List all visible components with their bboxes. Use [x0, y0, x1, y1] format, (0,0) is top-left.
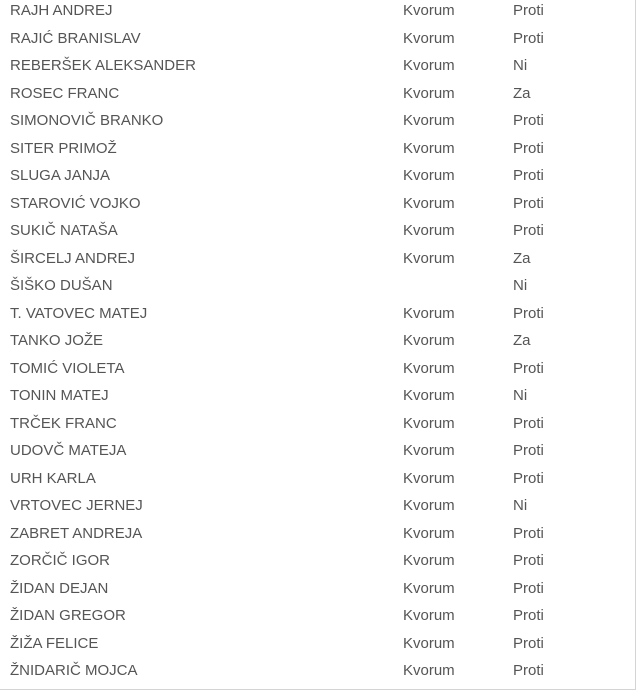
member-name: UDOVČ MATEJA [10, 442, 127, 459]
vote-value: Ni [513, 387, 528, 404]
vote-value: Proti [513, 414, 544, 432]
vote-value: Proti [513, 222, 544, 239]
table-row [0, 355, 636, 383]
vote-value: Ni [513, 57, 528, 74]
table-row [0, 107, 636, 135]
member-name: T. VATOVEC MATEJ [10, 304, 148, 322]
table-row [0, 25, 636, 53]
vote-value: Za [513, 84, 531, 102]
presence-status: Kvorum [403, 497, 455, 514]
vote-value: Proti [513, 442, 544, 459]
table-row [0, 327, 636, 355]
vote-value: Ni [513, 497, 528, 514]
table-row [0, 437, 636, 465]
table-row [0, 190, 636, 218]
presence-status: Kvorum [403, 139, 455, 157]
presence-status: Kvorum [403, 249, 455, 267]
member-name: ŽNIDARIČ MOJCA [10, 662, 138, 679]
vote-value: Za [513, 332, 531, 349]
vote-value: Proti [513, 469, 544, 487]
presence-status: Kvorum [403, 222, 455, 239]
table-row [0, 217, 636, 245]
table-row [0, 547, 636, 575]
member-name: TANKO JOŽE [10, 332, 104, 349]
member-name: SIMONOVIČ BRANKO [10, 112, 164, 129]
table-row [0, 272, 636, 300]
presence-status: Kvorum [403, 414, 455, 432]
presence-status: Kvorum [403, 634, 455, 652]
table-row [0, 410, 636, 438]
presence-status: Kvorum [403, 442, 455, 459]
table-row [0, 575, 636, 603]
presence-status: Kvorum [403, 194, 455, 212]
table-row [0, 382, 636, 410]
member-name: TONIN MATEJ [10, 387, 109, 404]
table-row [0, 245, 636, 273]
table-row [0, 602, 636, 630]
member-name: TRČEK FRANC [10, 414, 117, 432]
presence-status: Kvorum [403, 57, 455, 74]
presence-status: Kvorum [403, 332, 455, 349]
member-name: RAJH ANDREJ [10, 2, 113, 19]
member-name: SITER PRIMOŽ [10, 139, 117, 157]
presence-status: Kvorum [403, 29, 455, 47]
member-name: ZORČIČ IGOR [10, 552, 110, 569]
vote-value: Proti [513, 167, 544, 184]
presence-status: Kvorum [403, 112, 455, 129]
presence-status: Kvorum [403, 662, 455, 679]
table-row [0, 162, 636, 190]
member-name: ŠIRCELJ ANDREJ [10, 249, 136, 267]
member-name: ŠIŠKO DUŠAN [10, 277, 113, 294]
presence-status: Kvorum [403, 469, 455, 487]
vote-value: Proti [513, 607, 544, 624]
table-row [0, 52, 636, 80]
vote-value: Proti [513, 552, 544, 569]
table-row [0, 492, 636, 520]
presence-status: Kvorum [403, 84, 455, 102]
presence-status: Kvorum [403, 304, 455, 322]
presence-status: Kvorum [403, 387, 455, 404]
vote-value: Proti [513, 304, 544, 322]
member-name: ŽIDAN DEJAN [10, 579, 109, 597]
presence-status: Kvorum [403, 2, 455, 19]
member-name: ŽIŽA FELICE [10, 634, 99, 652]
presence-status: Kvorum [403, 579, 455, 597]
presence-status: Kvorum [403, 607, 455, 624]
presence-status: Kvorum [403, 524, 455, 542]
member-name: ZABRET ANDREJA [10, 524, 143, 542]
member-name: URH KARLA [10, 469, 96, 487]
vote-value: Proti [513, 112, 544, 129]
presence-status: Kvorum [403, 167, 455, 184]
member-name: REBERŠEK ALEKSANDER [10, 57, 196, 74]
vote-value: Proti [513, 29, 544, 47]
vote-value: Proti [513, 634, 544, 652]
vote-value: Ni [513, 277, 528, 294]
member-name: ROSEC FRANC [10, 84, 120, 102]
table-row [0, 135, 636, 163]
table-row [0, 520, 636, 548]
table-row [0, 80, 636, 108]
vote-value: Za [513, 249, 531, 267]
member-name: SLUGA JANJA [10, 167, 111, 184]
table-row [0, 630, 636, 658]
vote-value: Proti [513, 194, 544, 212]
vote-value: Proti [513, 662, 544, 679]
member-name: SUKIČ NATAŠA [10, 222, 118, 239]
vote-value: Proti [513, 359, 544, 377]
presence-status: Kvorum [403, 359, 455, 377]
vote-value: Proti [513, 579, 544, 597]
member-name: VRTOVEC JERNEJ [10, 497, 143, 514]
member-name: TOMIĆ VIOLETA [10, 359, 125, 377]
presence-status [403, 272, 513, 300]
vote-value: Proti [513, 2, 544, 19]
member-name: ŽIDAN GREGOR [10, 607, 126, 624]
vote-value: Proti [513, 139, 544, 157]
member-name: STAROVIĆ VOJKO [10, 194, 141, 212]
vote-value: Proti [513, 524, 544, 542]
presence-status: Kvorum [403, 552, 455, 569]
table-row [0, 465, 636, 493]
table-row [0, 0, 636, 25]
member-name: RAJIĆ BRANISLAV [10, 29, 141, 47]
table-row [0, 300, 636, 328]
table-row [0, 657, 636, 685]
